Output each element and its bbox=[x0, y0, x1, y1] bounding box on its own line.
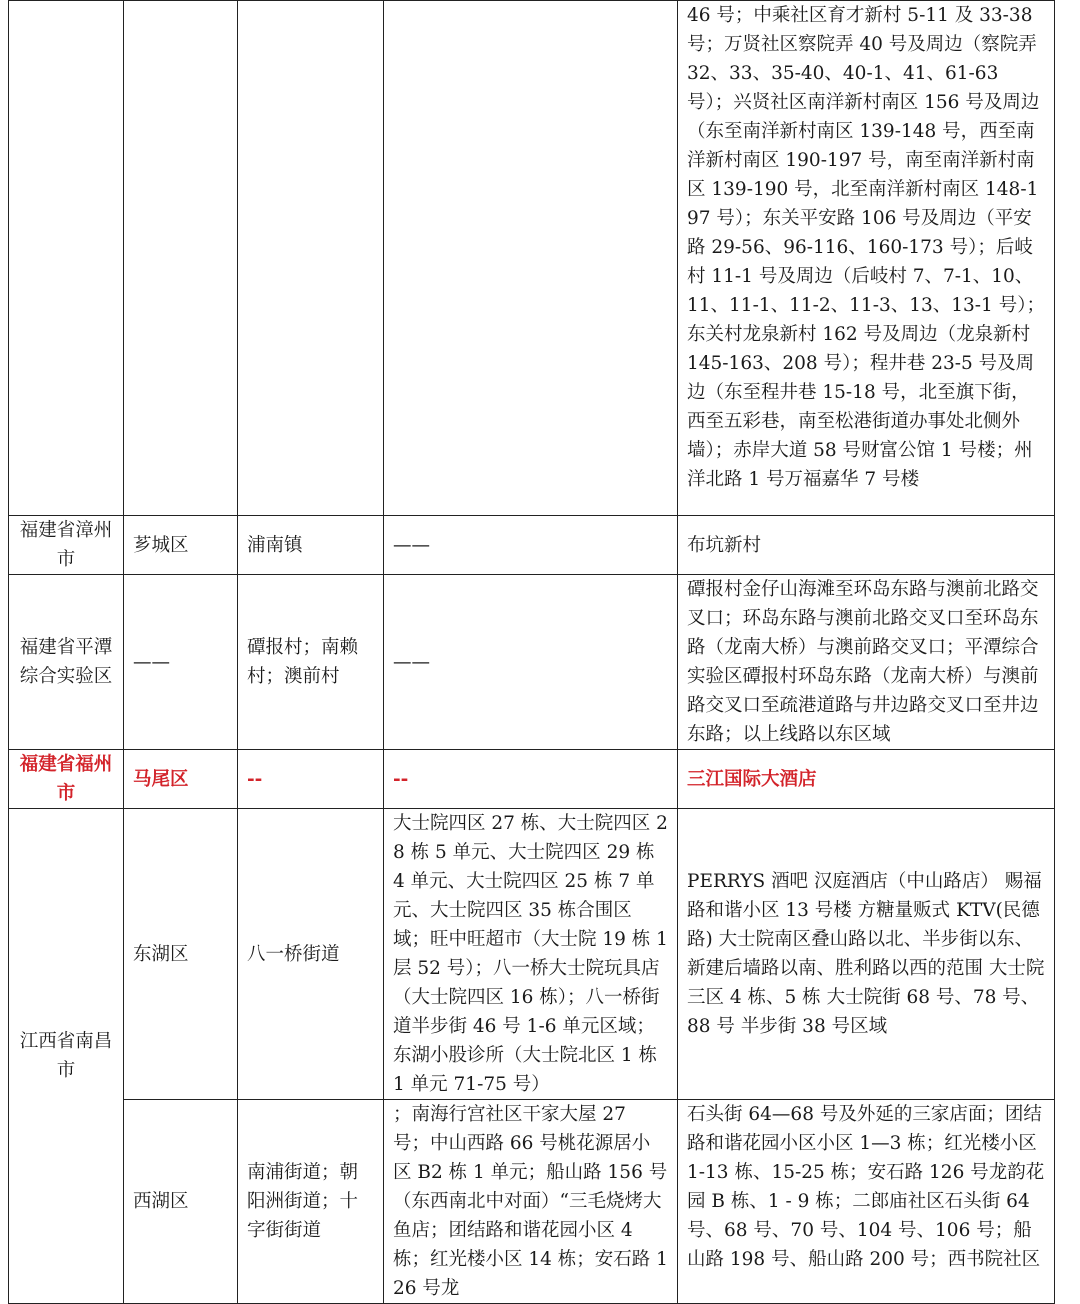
places-cell: 三江国际大酒店 bbox=[678, 750, 1055, 809]
table-row bbox=[9, 1, 1055, 516]
district-cell bbox=[124, 1, 238, 516]
table-row bbox=[9, 1100, 1055, 1304]
province-cell: 福建省平潭综合实验区 bbox=[9, 575, 124, 750]
table-row bbox=[9, 516, 1055, 575]
risk-area-table bbox=[8, 0, 1055, 1304]
town-cell: 南浦街道；朝阳洲街道；十字街街道 bbox=[238, 1100, 384, 1304]
places-cell: 石头街 64—68 号及外延的三家店面；团结路和谐花园小区小区 1—3 栋；红光楼小区 1-13 栋、15-25 栋；安石路 126 号龙韵花园 B 栋、1 - 9 栋；二郎庙社区石头街 64 号、68 号、70 号、104 号、106 号；船山路 198 号、船山路 200 号；西书院社区 bbox=[678, 1100, 1055, 1304]
places-cell: 布坑新村 bbox=[678, 516, 1055, 575]
town-cell: -- bbox=[238, 750, 384, 809]
areas-cell: -- bbox=[384, 750, 678, 809]
town-cell: 磹报村；南赖村；澳前村 bbox=[238, 575, 384, 750]
places-cell: PERRYS 酒吧 汉庭酒店（中山路店） 赐福路和谐小区 13 号楼 方糖量贩式 KTV(民德路) 大士院南区叠山路以北、半步街以东、新建后墙路以南、胜利路以西的范围 大士院三区 4 栋、5 栋 大士院街 68 号、78 号、88 号 半步街 38 号区域 bbox=[678, 809, 1055, 1100]
province-cell: 福建省漳州市 bbox=[9, 516, 124, 575]
areas-cell: —— bbox=[384, 516, 678, 575]
district-cell: 马尾区 bbox=[124, 750, 238, 809]
district-cell: 东湖区 bbox=[124, 809, 238, 1100]
province-cell bbox=[9, 1, 124, 516]
town-cell bbox=[238, 1, 384, 516]
town-cell: 八一桥街道 bbox=[238, 809, 384, 1100]
town-cell: 浦南镇 bbox=[238, 516, 384, 575]
table-row bbox=[9, 575, 1055, 750]
table-row bbox=[9, 809, 1055, 1100]
district-cell: 芗城区 bbox=[124, 516, 238, 575]
areas-cell: ；南海行宫社区干家大屋 27 号；中山西路 66 号桃花源居小区 B2 栋 1 单元；船山路 156 号（东西南北中对面）“三毛烧烤大鱼店；团结路和谐花园小区 4 栋；红光楼小区 14 栋；安石路 126 号龙 bbox=[384, 1100, 678, 1304]
province-cell: 福建省福州市 bbox=[9, 750, 124, 809]
areas-cell: —— bbox=[384, 575, 678, 750]
district-cell: —— bbox=[124, 575, 238, 750]
places-cell: 磹报村金仔山海滩至环岛东路与澳前北路交叉口；环岛东路与澳前北路交叉口至环岛东路（龙南大桥）与澳前路交叉口；平潭综合实验区磹报村环岛东路（龙南大桥）与澳前路交叉口至疏港道路与井边路交叉口至井边东路；以上线路以东区域 bbox=[678, 575, 1055, 750]
areas-cell bbox=[384, 1, 678, 516]
district-cell: 西湖区 bbox=[124, 1100, 238, 1304]
areas-cell: 大士院四区 27 栋、大士院四区 28 栋 5 单元、大士院四区 29 栋 4 单元、大士院四区 25 栋 7 单元、大士院四区 35 栋合围区域；旺中旺超市（大士院 19 栋 1 层 52 号）；八一桥大士院玩具店（大士院四区 16 栋）；八一桥街道半步街 46 号 1-6 单元区域；东湖小股诊所（大士院北区 1 栋 1 单元 71-75 号） bbox=[384, 809, 678, 1100]
table-row-highlighted bbox=[9, 750, 1055, 809]
province-cell: 江西省南昌市 bbox=[9, 809, 124, 1304]
places-cell: 46 号；中乘社区育才新村 5-11 及 33-38 号；万贤社区察院弄 40 号及周边（察院弄 32、33、35-40、40-1、41、61-63 号）；兴贤社区南洋新村南区 156 号及周边（东至南洋新村南区 139-148 号，西至南洋新村南区 190-197 号，南至南洋新村南区 139-190 号，北至南洋新村南区 148-197 号）；东关平安路 106 号及周边（平安路 29-56、96-116、160-173 号）；后岐村 11-1 号及周边（后岐村 7、7-1、10、11、11-1、11-2、11-3、13、13-1 号）；东关村龙泉新村 162 号及周边（龙泉新村 145-163、208 号）；程井巷 23-5 号及周边（东至程井巷 15-18 号，北至旗下街，西至五彩巷，南至松港街道办事处北侧外墙）；赤岸大道 58 号财富公馆 1 号楼；州洋北路 1 号万福嘉华 7 号楼 bbox=[678, 1, 1055, 516]
